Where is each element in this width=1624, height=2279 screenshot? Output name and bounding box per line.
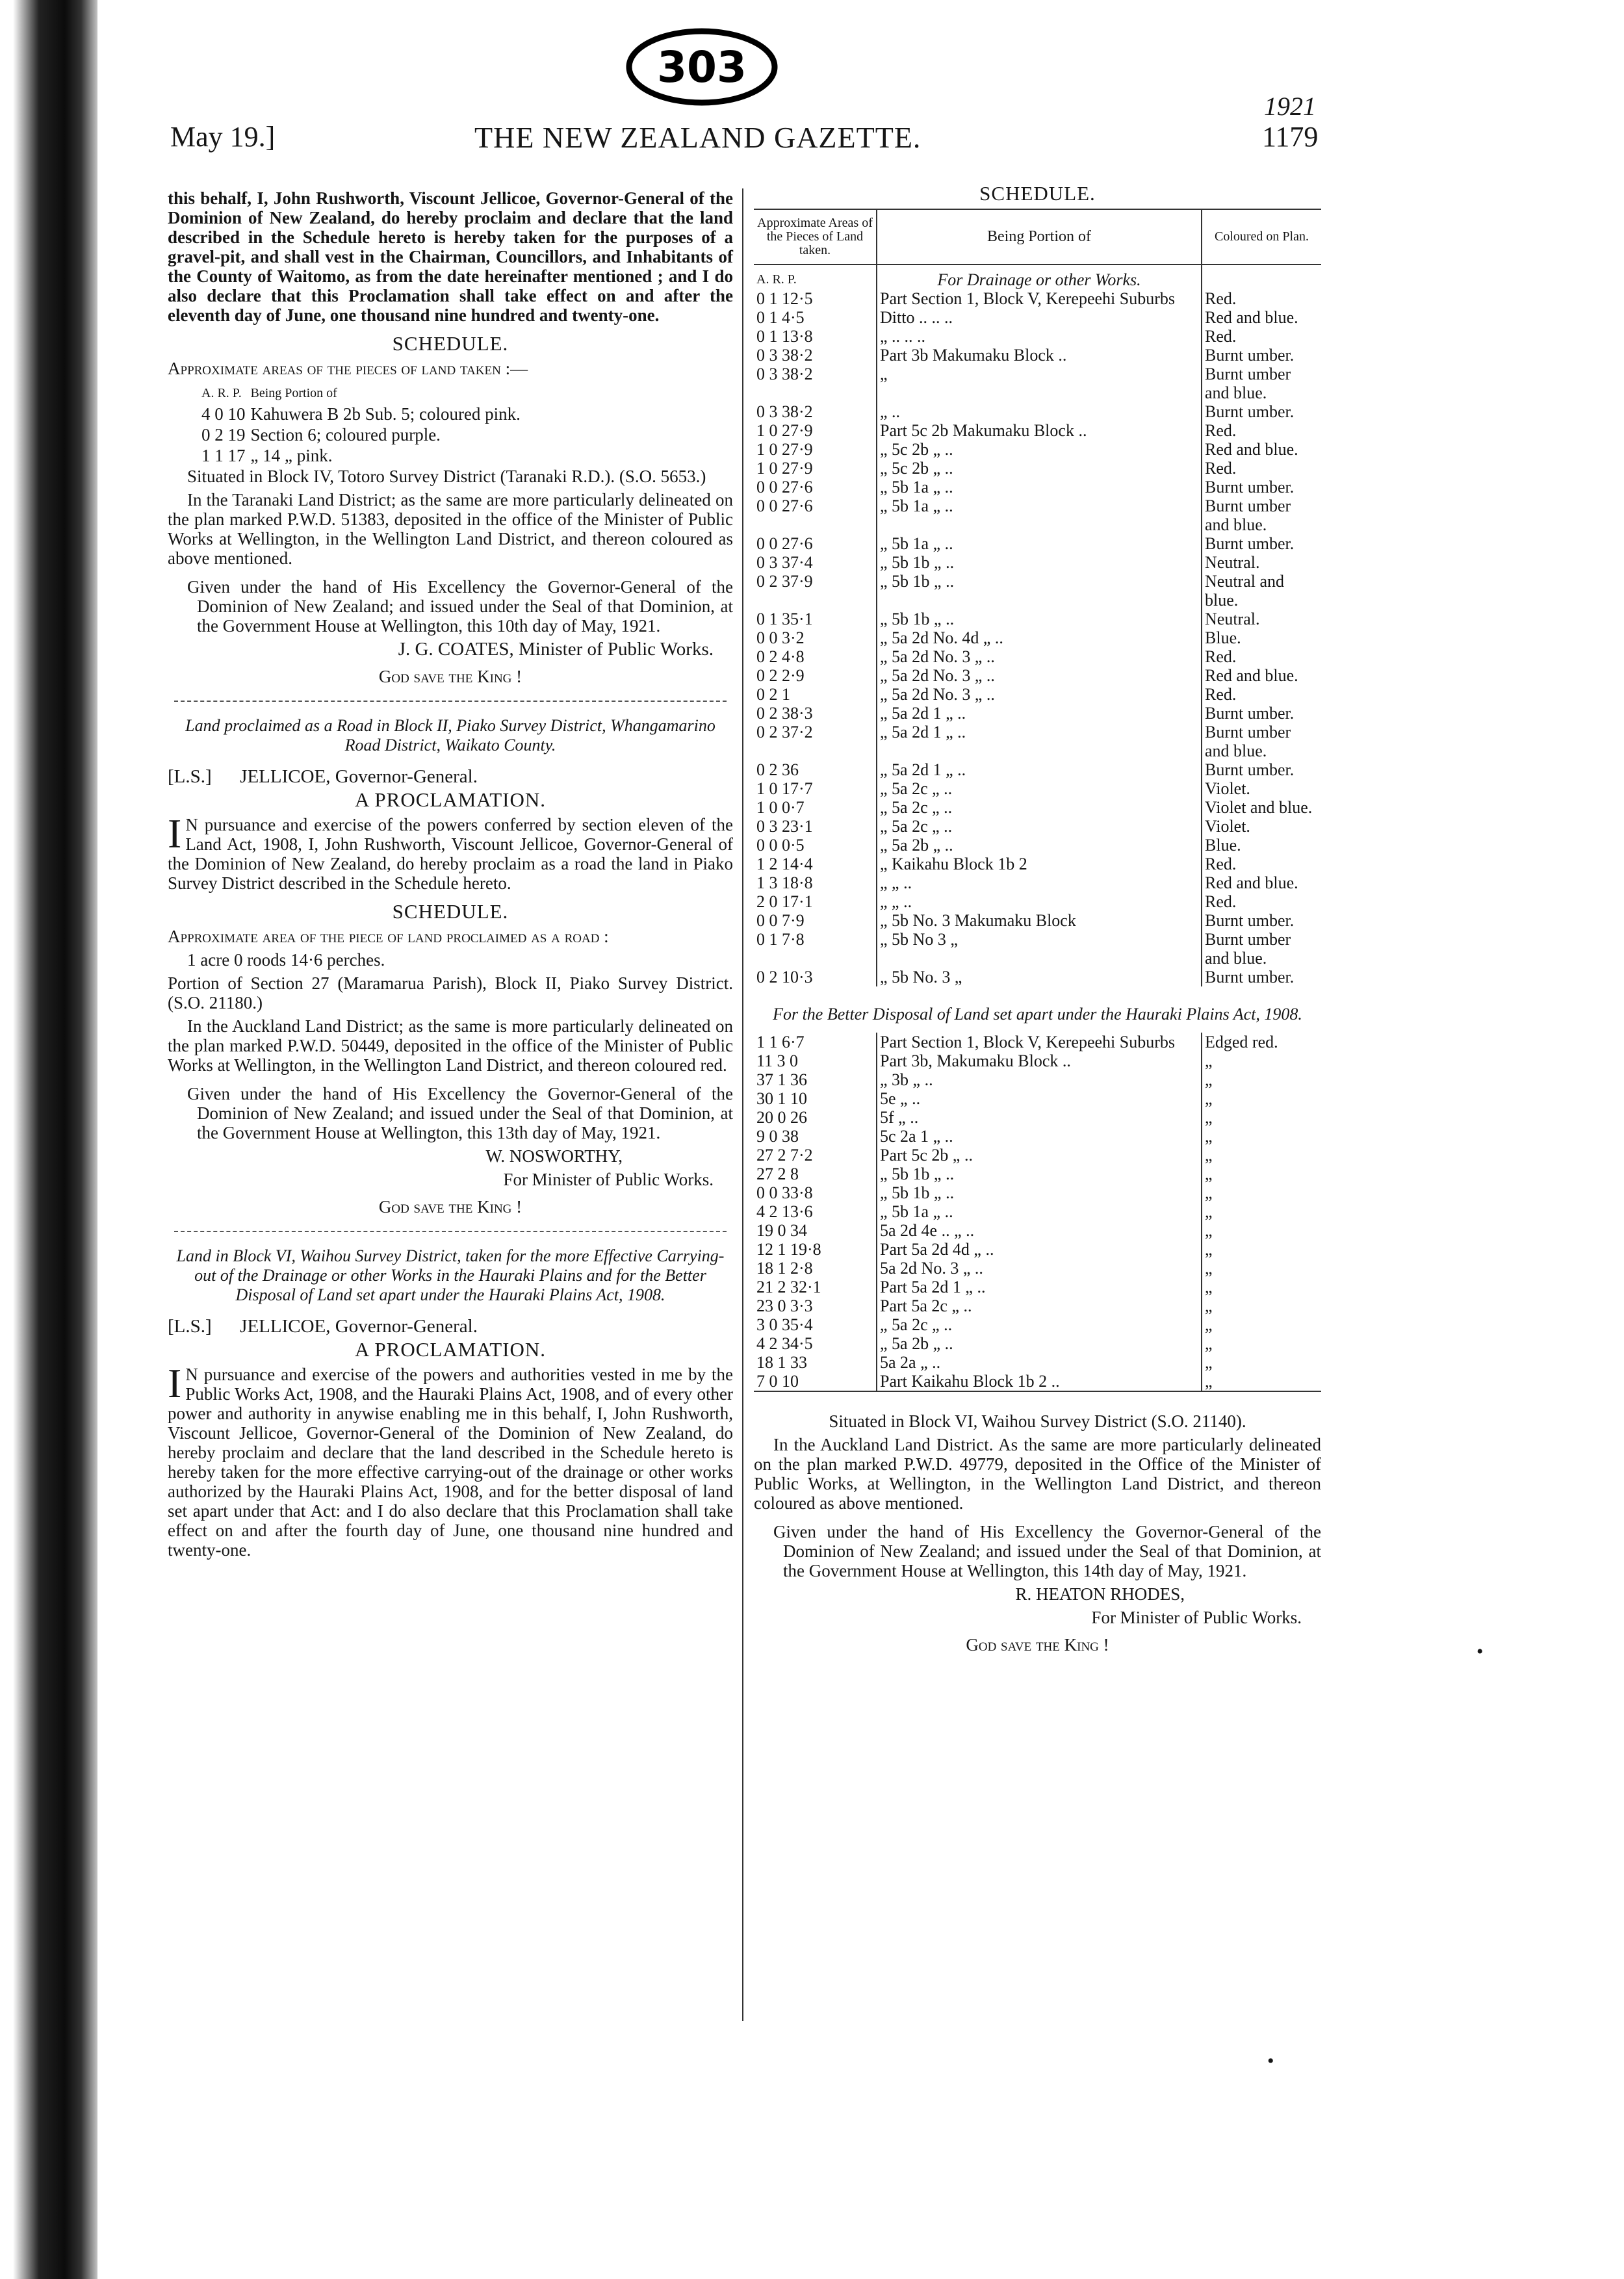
area-cell: 0 2 1 — [754, 685, 877, 704]
table-row — [754, 760, 1321, 779]
table-row — [754, 1127, 1321, 1146]
table-row: 1 1 17 „ 14 „ pink. — [201, 446, 333, 465]
portion-cell: „ 3b „ .. — [877, 1070, 1202, 1089]
proclamation-body: I N pursuance and exercise of the powers and authorities vested in me by the Public Works Act, 1908, and the Hauraki Plains Act, 1908, and of every other power and authority in anywise enabling me in this behalf, I, John Rushworth, Viscount Jellicoe, Governor-General of the Dominion of New Zealand, do hereby proclaim and declare that the land described in the Schedule hereto is hereby taken for the more effective carrying-out of the drainage or other works authorized by the Hauraki Plains Act, 1908, and for the better disposal of land set apart under that Act: and I do also declare that this Proclamation shall take effect on and after the fourth day of June, one thousand nine hundred and twenty-one. — [168, 1360, 733, 1560]
area-cell: 1 0 27·9 — [754, 459, 877, 478]
area-cell: 4 2 13·6 — [754, 1202, 877, 1221]
table-row — [754, 704, 1321, 723]
area-cell: 0 1 13·8 — [754, 327, 877, 346]
colour-cell: „ — [1205, 1202, 1213, 1221]
portion-cell: „ 5b 1b „ .. — [877, 553, 1202, 572]
area-cell: 21 2 32·1 — [754, 1278, 877, 1296]
colour-cell: Neutral and blue. — [1205, 572, 1285, 610]
area-cell: 20 0 26 — [754, 1108, 877, 1127]
table-row — [754, 1051, 1321, 1070]
table-row — [754, 798, 1321, 817]
colour-cell: „ — [1205, 1146, 1213, 1165]
table-row — [754, 666, 1321, 685]
colour-cell: Violet. — [1205, 779, 1250, 798]
colour-cell: Red. — [1205, 421, 1237, 440]
table-row — [754, 459, 1321, 478]
area-cell: 0 3 38·2 — [754, 365, 877, 402]
table-row — [754, 610, 1321, 628]
colour-cell: Red and blue. — [1205, 308, 1298, 327]
portion-cell: „ 5a 2d No. 3 „ .. — [877, 647, 1202, 666]
portion-cell: „ 5a 2d 1 „ .. — [877, 723, 1202, 760]
portion-cell: „ „ .. — [877, 873, 1202, 892]
area-cell: 1 0 17·7 — [754, 779, 877, 798]
colour-cell: Burnt umber. — [1205, 704, 1295, 723]
area-cell: 18 1 33 — [754, 1353, 877, 1372]
portion-cell: „ 5a 2c „ .. — [877, 817, 1202, 836]
portion-cell: „ Kaikahu Block 1b 2 — [877, 855, 1202, 873]
table-row — [754, 1372, 1321, 1391]
portion-cell: „ 5b 1a „ .. — [877, 1202, 1202, 1221]
area-cell: 37 1 36 — [754, 1070, 877, 1089]
area-cell: 1 3 18·8 — [754, 873, 877, 892]
portion-cell: Part 5a 2d 4d „ .. — [877, 1240, 1202, 1259]
area-cell: 0 0 27·6 — [754, 478, 877, 496]
portion-cell: „ 5b 1b „ .. — [877, 1165, 1202, 1183]
table-row — [754, 930, 1321, 968]
area-cell: 1 2 14·4 — [754, 855, 877, 873]
table-row — [754, 289, 1321, 308]
table-row — [754, 421, 1321, 440]
table-row — [754, 1353, 1321, 1372]
table-row — [754, 365, 1321, 402]
colour-cell: „ — [1205, 1278, 1213, 1296]
table-row — [754, 308, 1321, 327]
better-disposal-subheading: For the Better Disposal of Land set apart under the Hauraki Plains Act, 1908. — [773, 1005, 1302, 1024]
area-cell: 11 3 0 — [754, 1051, 877, 1070]
notice-title: Land proclaimed as a Road in Block II, Piako Survey District, Whangamarino Road District, Waikato County. — [185, 716, 715, 754]
situated-text: Situated in Block VI, Waihou Survey District (S.O. 21140). — [829, 1411, 1246, 1431]
portion-cell: „ 5b 1a „ .. — [877, 478, 1202, 496]
table-row — [754, 572, 1321, 610]
area-cell: 0 1 12·5 — [754, 289, 877, 308]
table-row — [754, 1146, 1321, 1165]
colour-cell: „ — [1205, 1240, 1213, 1259]
colour-cell: Edged red. — [1205, 1033, 1278, 1051]
colour-cell: Burnt umber. — [1205, 346, 1295, 365]
colour-cell: Burnt umber. — [1205, 402, 1295, 421]
colour-cell: Red and blue. — [1205, 440, 1298, 459]
proclamation-heading: A PROCLAMATION. — [354, 788, 547, 811]
portion-cell: „ 5a 2d 1 „ .. — [877, 704, 1202, 723]
colour-cell: „ — [1205, 1165, 1213, 1183]
schedule-heading: SCHEDULE. — [392, 900, 509, 923]
margin-mark: • — [1267, 2050, 1274, 2072]
colour-cell: Blue. — [1205, 628, 1241, 647]
area-cell: 0 0 27·6 — [754, 496, 877, 534]
area-cell: 27 2 7·2 — [754, 1146, 877, 1165]
schedule-heading: SCHEDULE. — [392, 332, 509, 355]
proclamation-continuation: this behalf, I, John Rushworth, Viscount Jellicoe, Governor-General of the Dominion of New Zealand, do hereby proclaim and declare that the land described in the Schedule hereto is hereby taken for the purposes of a gravel-pit, and shall vest in the Chairman, Councillors, and Inhabitants of the County of Waitomo, as from the date hereinafter mentioned ; and I do also declare that this Proclamation shall take effect on and after the eleventh day of June, one thousand nine hundred and twenty-one. — [168, 188, 733, 325]
situated-text: Situated in Block IV, Totoro Survey District (Taranaki R.D.). (S.O. 5653.) — [187, 467, 706, 486]
colour-cell: „ — [1205, 1127, 1213, 1146]
table-row — [754, 327, 1321, 346]
table-row — [754, 1089, 1321, 1108]
area-cell: 0 0 27·6 — [754, 534, 877, 553]
colour-cell: „ — [1202, 1372, 1321, 1391]
portion-cell: „ 5b No. 3 „ — [877, 968, 1202, 986]
area-cell: 0 2 2·9 — [754, 666, 877, 685]
portion-cell: „ 5c 2b „ .. — [877, 459, 1202, 478]
area-cell: 19 0 34 — [754, 1221, 877, 1240]
area-cell: 0 3 37·4 — [754, 553, 877, 572]
district-text: In the Auckland Land District. As the same are more particularly delineated on the plan marked P.W.D. 49779, deposited in the Office of the Minister of Public Works, at Wellington, in the Wellington Land District, and thereon coloured as above mentioned. — [754, 1435, 1321, 1513]
portion-cell: 5a 2d 4e .. „ .. — [877, 1221, 1202, 1240]
table-row — [754, 647, 1321, 666]
ls-line: [L.S.] JELLICOE, Governor-General. — [168, 1316, 478, 1337]
portion-header: Being Portion of — [250, 386, 337, 400]
portion-cell: Part 3b Makumaku Block .. — [877, 346, 1202, 365]
colour-cell: Red and blue. — [1205, 666, 1298, 685]
area-cell: 18 1 2·8 — [754, 1259, 877, 1278]
signature-name: W. NOSWORTHY, — [485, 1146, 623, 1166]
portion-cell: 5f „ .. — [877, 1108, 1202, 1127]
signature-name: R. HEATON RHODES, — [1015, 1584, 1185, 1604]
portion-cell: „ 5a 2c „ .. — [877, 1315, 1202, 1334]
gazette-title: THE NEW ZEALAND GAZETTE. — [474, 121, 922, 154]
portion-cell: „ .. .. .. — [877, 327, 1202, 346]
table-row — [754, 1296, 1321, 1315]
arp-units: A. R. P. — [754, 264, 877, 289]
section-rule — [174, 701, 727, 702]
portion-text: Portion of Section 27 (Maramarua Parish), Block II, Piako Survey District. (S.O. 21180.) — [168, 973, 733, 1012]
colour-cell: „ — [1205, 1070, 1213, 1089]
table-row — [754, 553, 1321, 572]
area-cell: 27 2 8 — [754, 1165, 877, 1183]
section-rule — [174, 1231, 727, 1232]
colour-cell: „ — [1205, 1259, 1213, 1278]
area-cell: 0 0 3·2 — [754, 628, 877, 647]
table-row — [754, 1033, 1321, 1051]
ls-line: [L.S.] JELLICOE, Governor-General. — [168, 766, 478, 787]
portion-cell: „ 5a 2b „ .. — [877, 836, 1202, 855]
table-row — [754, 346, 1321, 365]
colour-cell: „ — [1205, 1089, 1213, 1108]
notice-title: Land in Block VI, Waihou Survey District, taken for the more Effective Carrying-out of the Drainage or other Works in the Hauraki Plains and for the Better Disposal of Land set apart under the Hauraki Plains Act, 1908. — [176, 1246, 725, 1304]
given-text: Given under the hand of His Excellency the Governor-General of the Dominion of New Zealand; and issued under the Seal of that Dominion, at the Government House at Wellington, this 14th day of May, 1921. — [773, 1522, 1321, 1580]
colour-cell: „ — [1205, 1108, 1213, 1127]
signature: J. G. COATES, Minister of Public Works. — [398, 639, 714, 660]
table-row — [754, 723, 1321, 760]
god-save-the-king: God save the King ! — [378, 667, 522, 686]
table-row: 0 2 19 Section 6; coloured purple. — [201, 425, 441, 444]
land-table — [200, 382, 526, 467]
table-row — [754, 1240, 1321, 1259]
area-cell: 0 2 37·9 — [754, 572, 877, 610]
schedule-table — [754, 209, 1321, 1392]
schedule-intro: Approximate area of the piece of land proclaimed as a road : — [168, 927, 609, 946]
portion-cell: „ — [877, 365, 1202, 402]
table-row — [754, 1183, 1321, 1202]
colour-cell: Red. — [1205, 289, 1237, 308]
table-row — [754, 1334, 1321, 1353]
arp-header: A. R. P. — [201, 386, 242, 400]
areas-column-header: Approximate Areas of the Pieces of Land taken. — [754, 209, 877, 264]
portion-cell: „ 5a 2d No. 3 „ .. — [877, 685, 1202, 704]
area-cell: 0 2 4·8 — [754, 647, 877, 666]
colour-cell: „ — [1205, 1296, 1213, 1315]
area-cell: 0 0 33·8 — [754, 1183, 877, 1202]
area-cell: 2 0 17·1 — [754, 892, 877, 911]
area-cell: 1 1 6·7 — [754, 1033, 877, 1051]
portion-cell: 5e „ .. — [877, 1089, 1202, 1108]
page-number: 1179 — [1262, 121, 1319, 153]
portion-cell: „ 5a 2d No. 4d „ .. — [877, 628, 1202, 647]
colour-cell: Red. — [1205, 459, 1237, 478]
god-save-the-king: God save the King ! — [966, 1635, 1109, 1655]
table-row — [754, 685, 1321, 704]
area-cell: 0 0 0·5 — [754, 836, 877, 855]
area-text: 1 acre 0 roods 14·6 perches. — [187, 950, 385, 970]
portion-cell: Part 5c 2b „ .. — [877, 1146, 1202, 1165]
colour-cell: „ — [1205, 1221, 1213, 1240]
colour-cell: Burnt umber. — [1205, 968, 1295, 986]
area-cell: 9 0 38 — [754, 1127, 877, 1146]
portion-cell: „ „ .. — [877, 892, 1202, 911]
portion-cell: Part Section 1, Block V, Kerepeehi Suburbs — [877, 289, 1202, 308]
colour-cell: Red. — [1205, 327, 1237, 346]
portion-cell: „ 5a 2c „ .. — [877, 779, 1202, 798]
colour-cell: Burnt umber and blue. — [1205, 496, 1291, 534]
area-cell: 0 2 36 — [754, 760, 877, 779]
column-divider — [742, 188, 743, 2021]
colour-cell: Violet. — [1205, 817, 1250, 836]
area-cell: 0 3 38·2 — [754, 346, 877, 365]
colour-cell: Burnt umber and blue. — [1205, 930, 1291, 968]
colour-cell: Burnt umber. — [1205, 534, 1295, 553]
portion-cell: 5a 2d No. 3 „ .. — [877, 1259, 1202, 1278]
portion-cell: Part 5a 2c „ .. — [877, 1296, 1202, 1315]
portion-cell: Part 5a 2d 1 „ .. — [877, 1278, 1202, 1296]
table-row — [754, 836, 1321, 855]
portion-cell: „ 5b 1b „ .. — [877, 610, 1202, 628]
colour-cell: Burnt umber and blue. — [1205, 723, 1291, 760]
table-row — [754, 911, 1321, 930]
area-cell: 4 2 34·5 — [754, 1334, 877, 1353]
given-text: Given under the hand of His Excellency the Governor-General of the Dominion of New Zealand; and issued under the Seal of that Dominion, at the Government House at Wellington, this 10th day of May, 1921. — [187, 577, 733, 636]
portion-cell: Part 5c 2b Makumaku Block .. — [877, 421, 1202, 440]
area-cell: 1 0 27·9 — [754, 440, 877, 459]
portion-cell: Part 3b, Makumaku Block .. — [877, 1051, 1202, 1070]
handwritten-year: 1921 — [1264, 92, 1316, 121]
colour-cell: Blue. — [1205, 836, 1241, 855]
colour-cell: Neutral. — [1205, 553, 1260, 572]
area-cell: 23 0 3·3 — [754, 1296, 877, 1315]
signature-title: For Minister of Public Works. — [1091, 1608, 1302, 1627]
issue-date: May 19.] — [170, 121, 276, 153]
colour-cell: Red. — [1205, 855, 1237, 873]
table-row — [754, 892, 1321, 911]
table-row — [754, 1070, 1321, 1089]
handwritten-stamp — [624, 25, 780, 109]
table-row — [754, 1108, 1321, 1127]
area-cell: 7 0 10 — [754, 1372, 877, 1391]
table-row — [754, 779, 1321, 798]
area-cell: 1 0 27·9 — [754, 421, 877, 440]
portion-cell: 5a 2a „ .. — [877, 1353, 1202, 1372]
colour-cell: Red. — [1205, 892, 1237, 911]
table-row — [754, 478, 1321, 496]
table-row — [754, 968, 1321, 986]
colour-cell: Burnt umber. — [1205, 478, 1295, 496]
proclamation-body: I N pursuance and exercise of the powers conferred by section eleven of the Land Act, 1908, I, John Rushworth, Viscount Jellicoe, Governor-General of the Dominion of New Zealand, do hereby proclaim as a road the land in Piako Survey District described in the Schedule hereto. — [168, 810, 733, 893]
page-binding-edge — [0, 0, 97, 2279]
given-text: Given under the hand of His Excellency the Governor-General of the Dominion of New Zealand; and issued under the Seal of that Dominion, at the Government House at Wellington, this 13th day of May, 1921. — [187, 1084, 733, 1142]
table-row — [754, 402, 1321, 421]
portion-cell: „ 5b No. 3 Makumaku Block — [877, 911, 1202, 930]
area-cell: 0 1 7·8 — [754, 930, 877, 968]
colour-cell: Violet and blue. — [1205, 798, 1313, 817]
portion-cell: „ 5a 2c „ .. — [877, 798, 1202, 817]
portion-cell: Ditto .. .. .. — [877, 308, 1202, 327]
table-row — [754, 628, 1321, 647]
area-cell: 12 1 19·8 — [754, 1240, 877, 1259]
portion-cell: „ 5a 2d 1 „ .. — [877, 760, 1202, 779]
colour-cell: „ — [1205, 1315, 1213, 1334]
area-cell: 0 2 37·2 — [754, 723, 877, 760]
portion-cell: 5c 2a 1 „ .. — [877, 1127, 1202, 1146]
colour-column-header: Coloured on Plan. — [1202, 209, 1321, 264]
colour-cell: „ — [1205, 1353, 1213, 1372]
margin-mark: • — [1476, 1641, 1484, 1662]
portion-cell: „ 5b No 3 „ — [877, 930, 1202, 968]
portion-cell: „ 5b 1a „ .. — [877, 534, 1202, 553]
right-column — [754, 179, 1321, 1662]
district-text: In the Auckland Land District; as the same is more particularly delineated on the plan marked P.W.D. 50449, deposited in the office of the Minister of Public Works at Wellington, in the Wellington Land District, and thereon coloured red. — [168, 1016, 733, 1075]
district-text: In the Taranaki Land District; as the same are more particularly delineated on the plan marked P.W.D. 51383, deposited in the office of the Minister of Public Works at Wellington, in the Wellington Land District, and thereon coloured as above mentioned. — [168, 490, 733, 568]
god-save-the-king: God save the King ! — [378, 1197, 522, 1217]
table-row — [754, 855, 1321, 873]
portion-cell: Part Section 1, Block V, Kerepeehi Suburbs — [877, 1033, 1202, 1051]
area-cell: 3 0 35·4 — [754, 1315, 877, 1334]
portion-cell: „ 5b 1a „ .. — [877, 496, 1202, 534]
table-row — [754, 1278, 1321, 1296]
portion-cell: „ 5a 2d No. 3 „ .. — [877, 666, 1202, 685]
colour-cell: Red. — [1205, 647, 1237, 666]
schedule-heading: SCHEDULE. — [979, 182, 1096, 205]
area-cell: 0 1 35·1 — [754, 610, 877, 628]
signature-title: For Minister of Public Works. — [503, 1170, 714, 1189]
area-cell: 0 1 4·5 — [754, 308, 877, 327]
area-cell: 1 0 0·7 — [754, 798, 877, 817]
colour-cell: Burnt umber. — [1205, 760, 1295, 779]
colour-cell: Neutral. — [1205, 610, 1260, 628]
table-row — [754, 817, 1321, 836]
table-row — [754, 496, 1321, 534]
stamp-number: 303 — [657, 42, 747, 92]
portion-cell: „ 5c 2b „ .. — [877, 440, 1202, 459]
portion-cell: „ .. — [877, 402, 1202, 421]
area-cell: 0 3 23·1 — [754, 817, 877, 836]
table-row: 4 0 10 Kahuwera B 2b Sub. 5; coloured pink. — [201, 404, 521, 424]
left-column — [168, 188, 733, 1564]
portion-cell: „ 5b 1b „ .. — [877, 572, 1202, 610]
area-cell: 0 3 38·2 — [754, 402, 877, 421]
portion-cell: „ 5b 1b „ .. — [877, 1183, 1202, 1202]
colour-cell: „ — [1205, 1334, 1213, 1353]
area-cell: 0 2 10·3 — [754, 968, 877, 986]
portion-column-header: Being Portion of — [877, 209, 1202, 264]
colour-cell: „ — [1205, 1051, 1213, 1070]
colour-cell: „ — [1205, 1183, 1213, 1202]
drainage-subheading: For Drainage or other Works. — [877, 264, 1202, 289]
portion-cell: „ 5a 2b „ .. — [877, 1334, 1202, 1353]
colour-cell: Red and blue. — [1205, 873, 1298, 892]
table-row — [754, 440, 1321, 459]
table-row — [754, 1202, 1321, 1221]
colour-cell: Red. — [1205, 685, 1237, 704]
area-cell: 30 1 10 — [754, 1089, 877, 1108]
table-row — [754, 1315, 1321, 1334]
colour-cell: Burnt umber and blue. — [1205, 365, 1291, 402]
table-row — [754, 1165, 1321, 1183]
portion-cell: Part Kaikahu Block 1b 2 .. — [877, 1372, 1202, 1391]
schedule-intro: Approximate areas of the pieces of land taken :— — [168, 359, 528, 378]
colour-cell: Burnt umber. — [1205, 911, 1295, 930]
area-cell: 0 0 7·9 — [754, 911, 877, 930]
table-row — [754, 534, 1321, 553]
table-row — [754, 873, 1321, 892]
area-cell: 0 2 38·3 — [754, 704, 877, 723]
proclamation-heading: A PROCLAMATION. — [354, 1338, 547, 1361]
table-row — [754, 1221, 1321, 1240]
table-row — [754, 1259, 1321, 1278]
